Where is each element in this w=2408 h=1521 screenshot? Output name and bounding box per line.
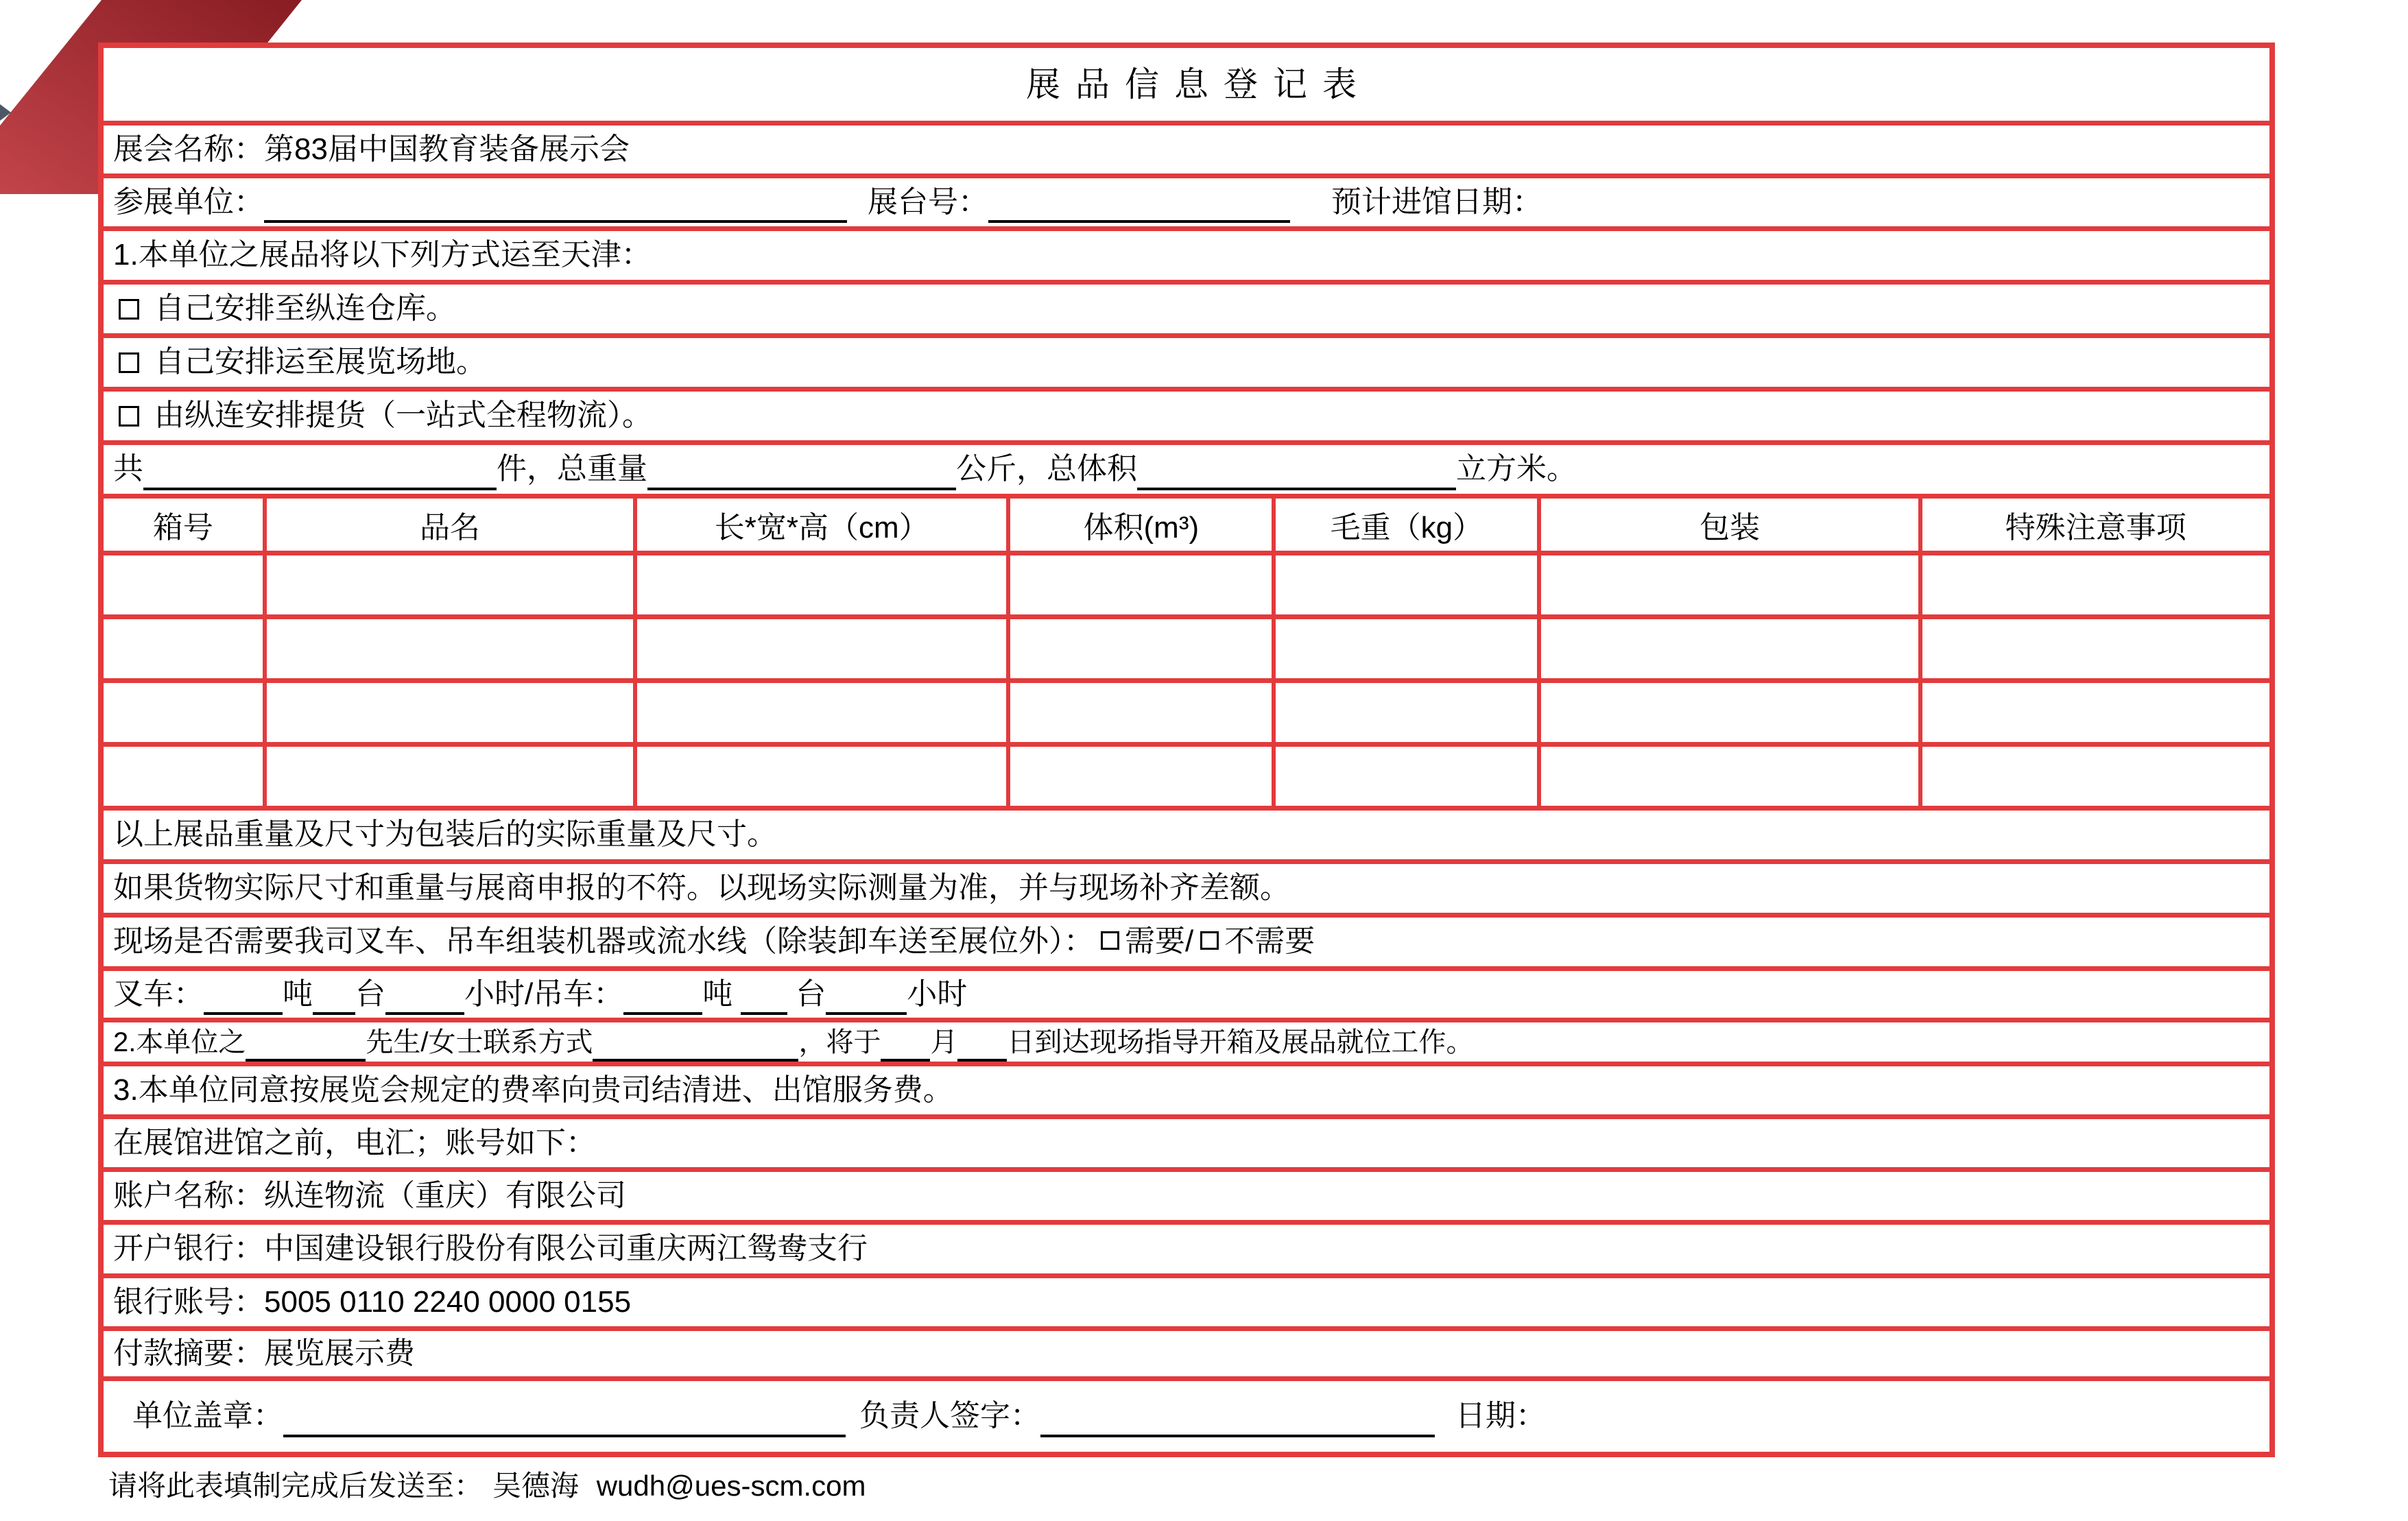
crane-count-unit: 台 [796, 977, 826, 1011]
shipping-option-1-checkbox[interactable] [119, 299, 139, 320]
booth-number-label: 展台号： [868, 184, 988, 219]
entry-date-label: 预计进馆日期： [1331, 184, 1542, 219]
title-row [104, 48, 2269, 121]
account-number-value: 5005 0110 2240 0000 0155 [264, 1284, 632, 1319]
crane-count-blank[interactable] [741, 985, 787, 1015]
no-need-label: 不需要 [1224, 924, 1315, 959]
account-name-label: 账户名称： [113, 1178, 264, 1212]
cargo-cell[interactable] [263, 742, 633, 806]
cargo-cell[interactable] [1918, 614, 2269, 678]
cargo-cell[interactable] [104, 742, 263, 806]
totals-row [104, 440, 2269, 494]
sign-label: 负责人签字： [859, 1399, 1040, 1433]
shipping-heading: 1.本单位之展品将以下列方式运至天津： [113, 238, 652, 272]
footer-email: wudh@ues-scm.com [596, 1470, 866, 1502]
bank-row [104, 1220, 2269, 1273]
crane-label: 小时/吊车： [464, 977, 624, 1011]
stamp-blank[interactable] [283, 1407, 846, 1437]
cargo-cell[interactable] [1272, 678, 1537, 742]
contact-name-blank[interactable] [246, 1034, 366, 1062]
forklift-count-blank[interactable] [313, 985, 355, 1015]
forklift-label: 叉车： [113, 977, 204, 1011]
shipping-option-row [104, 280, 2269, 333]
signature-row [104, 1376, 2269, 1452]
shipping-option-row [104, 333, 2269, 387]
crane-hours-blank[interactable] [826, 985, 907, 1015]
col-header-box-no: 箱号 [152, 511, 213, 544]
cargo-cell[interactable] [1006, 678, 1272, 742]
cargo-cell[interactable] [1006, 551, 1272, 614]
account-name-value: 纵连物流（重庆）有限公司 [264, 1178, 626, 1212]
cargo-cell[interactable] [633, 742, 1006, 806]
exhibitor-label: 参展单位： [113, 184, 264, 219]
need-checkbox[interactable] [1101, 931, 1119, 950]
total-volume-blank[interactable] [1137, 460, 1456, 490]
totals-unit-label: 立方米。 [1456, 452, 1577, 486]
note-actual-size-row [104, 806, 2269, 859]
cargo-cell[interactable] [263, 614, 633, 678]
note-mismatch: 如果货物实际尺寸和重量与展商申报的不符。以现场实际测量为准，并与现场补齐差额。 [113, 871, 1290, 905]
cargo-cell[interactable] [1537, 742, 1918, 806]
cargo-cell[interactable] [633, 678, 1006, 742]
crane-tons-unit: 吨 [702, 977, 733, 1011]
equipment-question-row [104, 913, 2269, 966]
contact-phone-blank[interactable] [593, 1034, 798, 1062]
form-title: 展品信息登记表 [1026, 64, 1372, 104]
payment-summary-value: 展览展示费 [264, 1336, 415, 1370]
col-header-packing: 包装 [1537, 499, 1918, 551]
cargo-cell[interactable] [104, 614, 263, 678]
fee-clause-row [104, 1062, 2269, 1114]
cargo-cell[interactable] [263, 551, 633, 614]
shipping-option-2-label: 自己安排运至展览场地。 [154, 345, 486, 379]
exhibit-registration-form [98, 43, 2275, 1457]
exhibitor-row [104, 173, 2269, 226]
forklift-hours-blank[interactable] [385, 985, 464, 1015]
cargo-cell[interactable] [1006, 742, 1272, 806]
totals-weight-label: 件，总重量 [497, 452, 647, 486]
stamp-label: 单位盖章： [132, 1399, 283, 1433]
cargo-cell[interactable] [1918, 742, 2269, 806]
col-header-special-notes: 特殊注意事项 [1918, 499, 2269, 551]
cargo-cell[interactable] [633, 551, 1006, 614]
bank-value: 中国建设银行股份有限公司重庆两江鸳鸯支行 [264, 1232, 868, 1266]
cargo-cell[interactable] [1537, 614, 1918, 678]
equipment-question: 现场是否需要我司叉车、吊车组装机器或流水线（除装卸车送至展位外）： [113, 924, 1094, 959]
cargo-table [104, 494, 2269, 806]
forklift-count-unit: 台 [355, 977, 385, 1011]
payment-intro: 在展馆进馆之前，电汇；账号如下： [113, 1125, 596, 1160]
contact-clause-2: 先生/女士联系方式 [366, 1027, 593, 1057]
col-header-gross-weight: 毛重（kg） [1272, 499, 1537, 551]
shipping-option-3-label: 由纵连安排提货（一站式全程物流）。 [154, 398, 652, 433]
need-label: 需要 [1125, 924, 1185, 959]
account-number-label: 银行账号： [113, 1284, 264, 1319]
crane-tons-blank[interactable] [623, 985, 702, 1015]
forklift-tons-unit: 吨 [283, 977, 313, 1011]
booth-number-blank[interactable] [988, 193, 1290, 223]
totals-pieces-label: 共 [113, 452, 143, 486]
payment-summary-row [104, 1326, 2269, 1376]
note-actual-size: 以上展品重量及尺寸为包装后的实际重量及尺寸。 [113, 817, 777, 852]
exhibition-name-row [104, 121, 2269, 173]
cargo-cell[interactable] [633, 614, 1006, 678]
cargo-cell[interactable] [1918, 678, 2269, 742]
need-separator: / [1185, 924, 1194, 959]
cargo-cell[interactable] [104, 551, 263, 614]
cargo-cell[interactable] [1537, 551, 1918, 614]
forklift-tons-blank[interactable] [204, 985, 283, 1015]
no-need-checkbox[interactable] [1200, 931, 1219, 950]
arrival-day-blank[interactable] [957, 1034, 1007, 1062]
equipment-detail-row [104, 966, 2269, 1018]
payment-summary-label: 付款摘要： [113, 1336, 264, 1370]
contact-clause-3: ，将于 [798, 1027, 881, 1057]
note-mismatch-row [104, 859, 2269, 913]
exhibition-name-value: 第83届中国教育装备展示会 [264, 132, 630, 166]
arrival-month-blank[interactable] [881, 1034, 930, 1062]
shipping-option-1-label: 自己安排至纵连仓库。 [154, 291, 456, 326]
cargo-cell[interactable] [1272, 551, 1537, 614]
col-header-volume: 体积(m³) [1006, 499, 1272, 551]
cargo-cell[interactable] [104, 678, 263, 742]
date-label: 日期： [1455, 1399, 1546, 1433]
col-header-item-name: 品名 [263, 499, 633, 551]
bank-label: 开户银行： [113, 1232, 264, 1266]
cargo-cell[interactable] [1006, 614, 1272, 678]
cargo-cell[interactable] [1918, 551, 2269, 614]
sign-blank[interactable] [1040, 1407, 1435, 1437]
shipping-option-2-checkbox[interactable] [119, 352, 139, 373]
footer-note [108, 1463, 875, 1505]
account-name-row [104, 1167, 2269, 1220]
footer-prefix: 请将此表填制完成后发送至： [108, 1470, 484, 1502]
exhibitor-name-blank[interactable] [264, 193, 847, 223]
cargo-cell[interactable] [263, 678, 633, 742]
shipping-option-3-checkbox[interactable] [119, 406, 139, 427]
contact-clause-row [104, 1018, 2269, 1062]
total-pieces-blank[interactable] [143, 460, 497, 490]
total-weight-blank[interactable] [647, 460, 956, 490]
crane-hours-unit: 小时 [907, 977, 968, 1011]
exhibition-name-label: 展会名称： [113, 132, 264, 166]
col-header-dimensions: 长*宽*高（cm） [633, 499, 1006, 551]
contact-clause-1: 2.本单位之 [113, 1027, 246, 1057]
shipping-option-row [104, 387, 2269, 440]
cargo-cell[interactable] [1272, 742, 1537, 806]
payment-intro-row [104, 1114, 2269, 1167]
fee-clause: 3.本单位同意按展览会规定的费率向贵司结清进、出馆服务费。 [113, 1073, 953, 1107]
contact-clause-5: 日到达现场指导开箱及展品就位工作。 [1007, 1027, 1474, 1057]
footer-contact-name: 吴德海 [492, 1470, 580, 1502]
contact-clause-4: 月 [930, 1027, 958, 1057]
cargo-cell[interactable] [1537, 678, 1918, 742]
cargo-cell[interactable] [1272, 614, 1537, 678]
account-number-row [104, 1273, 2269, 1326]
totals-volume-label: 公斤，总体积 [956, 452, 1137, 486]
shipping-heading-row [104, 226, 2269, 280]
